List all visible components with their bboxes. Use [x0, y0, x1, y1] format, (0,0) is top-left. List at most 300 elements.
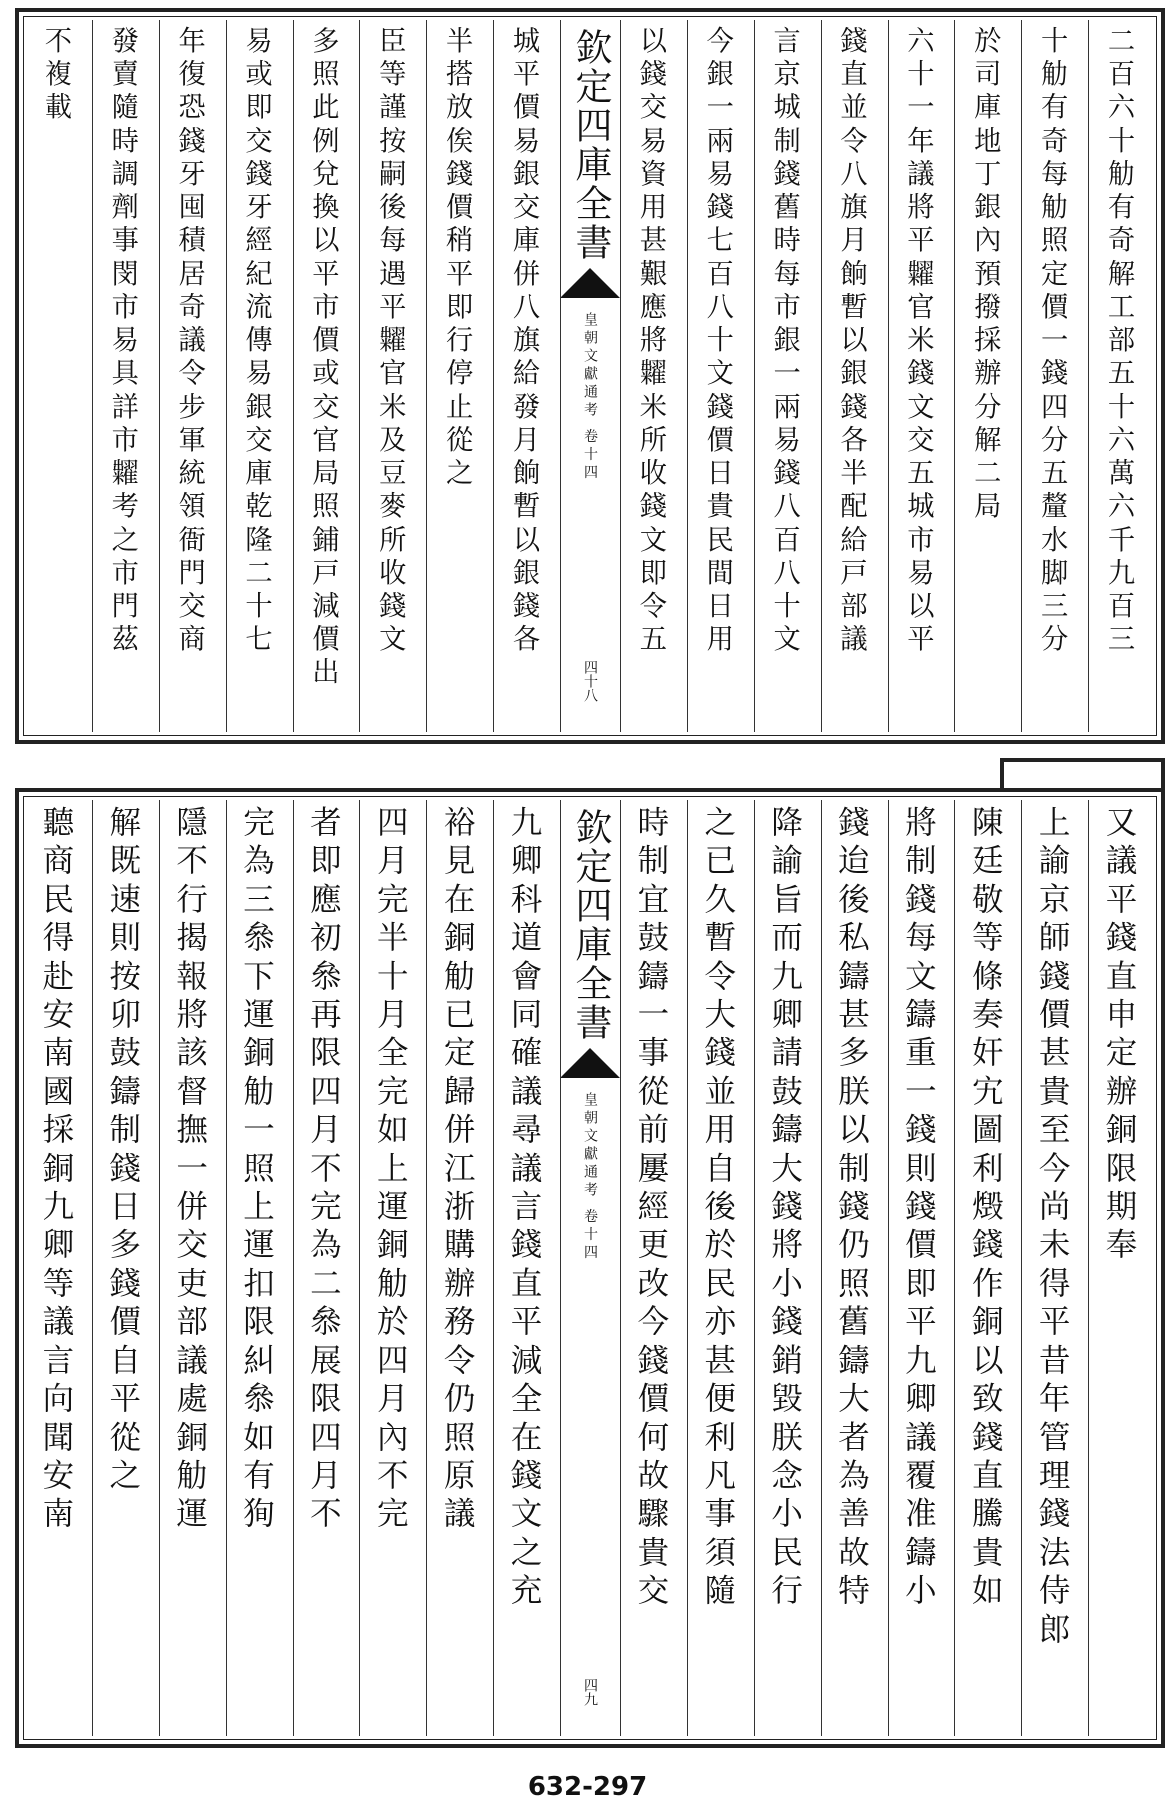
text-glyph: 多: [838, 1035, 870, 1072]
text-glyph: 七: [245, 624, 273, 656]
text-glyph: 分: [1041, 624, 1069, 656]
text-glyph: 併: [443, 1112, 476, 1149]
leaf-number: 四十八: [582, 660, 598, 702]
text-glyph: 制: [637, 843, 670, 880]
text-glyph: 戸: [840, 557, 868, 589]
text-glyph: 發: [111, 26, 139, 57]
text-glyph: 牙: [245, 192, 273, 224]
text-glyph: 小: [771, 1265, 803, 1302]
text-column: [620, 12, 687, 740]
text-glyph: 鑄: [637, 958, 670, 995]
text-glyph: 經: [637, 1189, 670, 1226]
column-rule: [359, 800, 360, 1736]
text-glyph: 議: [176, 1342, 208, 1379]
text-column: [426, 12, 493, 740]
text-glyph: 銀: [773, 325, 801, 357]
column-rule: [1021, 800, 1022, 1736]
text-glyph: 者: [838, 1419, 870, 1456]
text-glyph: 鑄: [109, 1073, 142, 1110]
text-glyph: 朕: [838, 1073, 870, 1110]
text-glyph: 改: [637, 1265, 670, 1302]
text-glyph: 議: [510, 1150, 543, 1187]
text-glyph: 糶: [639, 358, 668, 390]
text-glyph: 司: [974, 59, 1002, 91]
text-glyph: 錢: [840, 391, 868, 423]
text-glyph: 市: [773, 291, 801, 323]
text-glyph: 為: [838, 1457, 870, 1494]
text-glyph: 大: [838, 1381, 870, 1418]
text-glyph: 又: [1105, 805, 1138, 841]
text-glyph: 多: [312, 26, 340, 57]
text-glyph: 百: [1107, 59, 1136, 91]
text-glyph: 見: [443, 843, 476, 880]
text-glyph: 解: [1107, 258, 1136, 290]
text-glyph: 銅: [972, 1304, 1004, 1341]
text-glyph: 解: [109, 805, 142, 841]
text-glyph: 亦: [704, 1304, 737, 1341]
text-glyph: 平: [907, 225, 935, 257]
text-glyph: 奸: [972, 1035, 1004, 1072]
text-glyph: 八: [773, 557, 801, 589]
text-glyph: 有: [243, 1457, 275, 1494]
text-glyph: 言: [42, 1342, 75, 1379]
text-glyph: 五: [1107, 358, 1136, 390]
text-glyph: 四: [1041, 391, 1069, 423]
text-glyph: 向: [42, 1381, 75, 1418]
text-glyph: 貴: [972, 1534, 1004, 1571]
text-glyph: 申: [1105, 997, 1138, 1034]
text-glyph: 甚: [838, 997, 870, 1034]
column-rule: [954, 800, 955, 1736]
text-glyph: 議: [42, 1304, 75, 1341]
text-glyph: 給: [512, 358, 541, 390]
text-glyph: 具: [111, 358, 139, 390]
text-glyph: 已: [443, 997, 476, 1034]
text-glyph: 行: [446, 325, 474, 357]
text-glyph: 鑄: [905, 1534, 937, 1571]
text-glyph: 月: [377, 1381, 409, 1418]
text-glyph: 吏: [176, 1265, 208, 1302]
text-glyph: 而: [771, 920, 803, 957]
text-glyph: 將: [905, 805, 937, 841]
text-glyph: 令: [443, 1342, 476, 1379]
text-glyph: 完: [243, 805, 275, 841]
text-glyph: 麥: [379, 491, 407, 523]
text-glyph: 照: [243, 1150, 275, 1187]
text-glyph: 銀: [840, 358, 868, 390]
text-glyph: 於: [377, 1304, 409, 1341]
text-glyph: 工: [1107, 291, 1136, 323]
text-glyph: 糶: [111, 458, 139, 490]
text-glyph: 平: [510, 1304, 543, 1341]
text-glyph: 收: [639, 458, 668, 490]
text-glyph: 觔: [1041, 192, 1069, 224]
text-glyph: 價: [512, 92, 541, 124]
text-glyph: 至: [1038, 1112, 1071, 1149]
text-glyph: 督: [176, 1073, 208, 1110]
column-rule: [92, 800, 93, 1736]
text-column: [754, 792, 821, 1744]
text-glyph: 一: [1041, 325, 1069, 357]
text-glyph: 二: [1107, 26, 1136, 57]
text-glyph: 充: [510, 1573, 543, 1610]
text-glyph: 照: [443, 1419, 476, 1456]
text-glyph: 按: [379, 125, 407, 157]
text-glyph: 牙: [178, 158, 206, 190]
text-glyph: 錢: [972, 1227, 1004, 1264]
text-column: [754, 12, 821, 740]
text-glyph: 部: [840, 590, 868, 622]
text-glyph: 月: [377, 997, 409, 1034]
text-glyph: 文: [510, 1496, 543, 1533]
text-glyph: 凡: [704, 1457, 737, 1494]
text-glyph: 米: [639, 391, 668, 423]
text-glyph: 前: [637, 1112, 670, 1149]
text-glyph: 四: [310, 1419, 342, 1456]
text-glyph: 分: [974, 391, 1002, 423]
text-column: [821, 792, 888, 1744]
text-glyph: 釐: [1041, 491, 1069, 523]
text-glyph: 八: [512, 291, 541, 323]
text-glyph: 請: [771, 1035, 803, 1072]
text-glyph: 文: [905, 958, 937, 995]
center-fold-column: [560, 800, 620, 1736]
text-glyph: 易: [111, 325, 139, 357]
column-rule: [426, 20, 427, 732]
text-glyph: 半: [446, 26, 474, 57]
text-glyph: 錢: [109, 1265, 142, 1302]
text-glyph: 錢: [771, 1189, 803, 1226]
text-glyph: 今: [1038, 1150, 1071, 1187]
text-glyph: 止: [446, 391, 474, 423]
text-glyph: 初: [310, 920, 342, 957]
text-glyph: 例: [312, 125, 340, 157]
text-glyph: 銷: [771, 1342, 803, 1379]
text-glyph: 易: [639, 125, 668, 157]
text-column: [1021, 12, 1088, 740]
text-glyph: 文: [773, 624, 801, 656]
text-glyph: 交: [907, 424, 935, 456]
text-glyph: 錢: [840, 26, 868, 57]
text-glyph: 錢: [905, 1189, 937, 1226]
text-column: [1021, 792, 1088, 1744]
text-glyph: 照: [312, 59, 340, 91]
text-glyph: 門: [111, 590, 139, 622]
text-glyph: 軍: [178, 424, 206, 456]
text-glyph: 將: [771, 1227, 803, 1264]
text-glyph: 九: [510, 805, 543, 841]
text-glyph: 錢: [838, 1189, 870, 1226]
text-glyph: 百: [773, 524, 801, 556]
text-glyph: 應: [639, 291, 668, 323]
text-glyph: 各: [512, 624, 541, 656]
text-glyph: 部: [1107, 325, 1136, 357]
text-glyph: 在: [443, 881, 476, 918]
text-glyph: 即: [446, 291, 474, 323]
text-glyph: 聽: [42, 805, 75, 841]
text-glyph: 法: [1038, 1534, 1071, 1571]
text-glyph: 銅: [243, 1035, 275, 1072]
text-glyph: 奇: [1107, 225, 1136, 257]
text-glyph: 上: [377, 1150, 409, 1187]
text-glyph: 令: [178, 358, 206, 390]
text-glyph: 一: [706, 92, 734, 124]
text-glyph: 多: [109, 1227, 142, 1264]
text-glyph: 運: [377, 1189, 409, 1226]
text-glyph: 旗: [512, 325, 541, 357]
text-glyph: 仍: [838, 1227, 870, 1264]
text-glyph: 議: [178, 325, 206, 357]
text-glyph: 卿: [510, 843, 543, 880]
bottom-page-panel: [15, 788, 1165, 1748]
text-column: [1088, 792, 1155, 1744]
column-rule: [687, 800, 688, 1736]
text-glyph: 年: [907, 125, 935, 157]
text-glyph: 謹: [379, 92, 407, 124]
text-glyph: 隆: [245, 524, 273, 556]
text-glyph: 二: [974, 458, 1002, 490]
column-rule: [1088, 20, 1089, 732]
text-glyph: 國: [42, 1073, 75, 1110]
text-glyph: 鋪: [312, 524, 340, 556]
text-glyph: 貴: [1038, 1073, 1071, 1110]
text-glyph: 會: [510, 958, 543, 995]
text-glyph: 在: [510, 1419, 543, 1456]
text-glyph: 限: [310, 1035, 342, 1072]
text-glyph: 故: [637, 1457, 670, 1494]
text-glyph: 易: [245, 26, 273, 57]
text-glyph: 易: [907, 557, 935, 589]
text-glyph: 安: [42, 1457, 75, 1494]
text-column: [687, 792, 754, 1744]
text-glyph: 令: [704, 958, 737, 995]
text-glyph: 九: [1107, 557, 1136, 589]
text-glyph: 不: [310, 1496, 342, 1533]
text-glyph: 觔: [443, 958, 476, 995]
text-glyph: 一: [243, 1112, 275, 1149]
text-glyph: 局: [974, 491, 1002, 523]
text-glyph: 行: [176, 881, 208, 918]
text-glyph: 時: [773, 225, 801, 257]
text-glyph: 速: [109, 881, 142, 918]
text-glyph: 年: [1038, 1381, 1071, 1418]
text-glyph: 鑄: [905, 997, 937, 1034]
text-glyph: 十: [1041, 26, 1069, 57]
text-glyph: 將: [639, 325, 668, 357]
text-glyph: 所: [639, 424, 668, 456]
text-glyph: 同: [510, 997, 543, 1034]
text-glyph: 月: [840, 225, 868, 257]
text-glyph: 於: [974, 26, 1002, 57]
column-rule: [493, 20, 494, 732]
text-glyph: 等: [42, 1265, 75, 1302]
text-glyph: 乾: [245, 491, 273, 523]
text-glyph: 內: [974, 225, 1002, 257]
text-glyph: 即: [639, 557, 668, 589]
text-glyph: 鑄: [771, 1112, 803, 1149]
text-column: [159, 12, 226, 740]
text-glyph: 舊: [838, 1304, 870, 1341]
text-glyph: 易: [245, 358, 273, 390]
column-rule: [159, 20, 160, 732]
text-glyph: 資: [639, 158, 668, 190]
text-glyph: 之: [111, 524, 139, 556]
text-glyph: 錢: [706, 192, 734, 224]
text-glyph: 狥: [243, 1496, 275, 1533]
text-glyph: 直: [1105, 958, 1138, 995]
text-glyph: 糶: [379, 325, 407, 357]
text-glyph: 揭: [176, 920, 208, 957]
text-glyph: 易: [706, 158, 734, 190]
text-glyph: 價: [706, 424, 734, 456]
leaf-number: 四九: [582, 1678, 598, 1706]
text-glyph: 併: [512, 258, 541, 290]
text-glyph: 文: [907, 391, 935, 423]
text-glyph: 准: [905, 1496, 937, 1533]
text-glyph: 一: [773, 358, 801, 390]
text-glyph: 價: [312, 325, 340, 357]
column-rule: [293, 800, 294, 1736]
text-glyph: 暫: [704, 920, 737, 957]
text-glyph: 辦: [1105, 1073, 1138, 1110]
column-rule: [888, 800, 889, 1736]
text-glyph: 務: [443, 1304, 476, 1341]
text-glyph: 今: [637, 1304, 670, 1341]
text-glyph: 卿: [905, 1381, 937, 1418]
text-glyph: 從: [446, 424, 474, 456]
text-glyph: 錢: [706, 391, 734, 423]
text-glyph: 已: [704, 843, 737, 880]
text-glyph: 錢: [704, 1035, 737, 1072]
text-glyph: 甚: [1038, 1035, 1071, 1072]
text-glyph: 卯: [109, 997, 142, 1034]
text-glyph: 照: [312, 491, 340, 523]
text-glyph: 以: [972, 1342, 1004, 1379]
text-glyph: 錢: [510, 1457, 543, 1494]
text-glyph: 茲: [111, 624, 139, 656]
text-glyph: 居: [178, 258, 206, 290]
text-glyph: 暫: [840, 291, 868, 323]
text-glyph: 民: [704, 1265, 737, 1302]
text-glyph: 兌: [312, 158, 340, 190]
text-glyph: 經: [245, 225, 273, 257]
text-glyph: 不: [310, 1150, 342, 1187]
text-glyph: 鼓: [637, 920, 670, 957]
text-glyph: 時: [111, 125, 139, 157]
text-glyph: 採: [974, 325, 1002, 357]
text-glyph: 銀: [974, 192, 1002, 224]
text-glyph: 完: [377, 1073, 409, 1110]
text-glyph: 給: [840, 524, 868, 556]
text-glyph: 放: [446, 92, 474, 124]
text-glyph: 鑄: [838, 1342, 870, 1379]
text-glyph: 五: [639, 624, 668, 656]
text-glyph: 完: [310, 1189, 342, 1226]
text-glyph: 後: [379, 192, 407, 224]
text-glyph: 閔: [111, 258, 139, 290]
text-glyph: 將: [176, 997, 208, 1034]
text-glyph: 令: [639, 590, 668, 622]
text-glyph: 半: [377, 920, 409, 957]
text-glyph: 於: [704, 1227, 737, 1264]
text-column: [888, 792, 955, 1744]
text-glyph: 如: [972, 1573, 1004, 1610]
text-glyph: 四: [310, 1073, 342, 1110]
text-glyph: 預: [974, 258, 1002, 290]
text-glyph: 須: [704, 1534, 737, 1571]
text-glyph: 價: [637, 1381, 670, 1418]
text-glyph: 赴: [42, 958, 75, 995]
text-glyph: 流: [245, 291, 273, 323]
column-rule: [754, 800, 755, 1736]
text-column: [888, 12, 955, 740]
text-glyph: 民: [771, 1534, 803, 1571]
text-glyph: 或: [245, 59, 273, 91]
column-rule: [1088, 800, 1089, 1736]
text-glyph: 再: [310, 997, 342, 1034]
text-glyph: 言: [773, 26, 801, 57]
text-glyph: 庫: [245, 458, 273, 490]
text-glyph: 燬: [972, 1189, 1004, 1226]
text-glyph: 得: [1038, 1265, 1071, 1302]
text-glyph: 致: [972, 1381, 1004, 1418]
text-glyph: 官: [907, 291, 935, 323]
text-glyph: 錢: [637, 1342, 670, 1379]
text-glyph: 民: [706, 524, 734, 556]
text-glyph: 撫: [176, 1112, 208, 1149]
text-glyph: 脚: [1041, 557, 1069, 589]
text-glyph: 艱: [639, 258, 668, 290]
text-glyph: 紀: [245, 258, 273, 290]
text-glyph: 十: [1107, 125, 1136, 157]
text-glyph: 便: [704, 1381, 737, 1418]
text-glyph: 城: [907, 491, 935, 523]
text-glyph: 交: [176, 1227, 208, 1264]
text-glyph: 既: [109, 843, 142, 880]
text-glyph: 期: [1105, 1189, 1138, 1226]
text-glyph: 價: [1041, 291, 1069, 323]
text-glyph: 則: [109, 920, 142, 957]
text-glyph: 五: [907, 458, 935, 490]
text-glyph: 用: [706, 624, 734, 656]
column-rule: [159, 800, 160, 1736]
column-rule: [821, 800, 822, 1736]
text-glyph: 六: [907, 26, 935, 57]
text-glyph: 平: [109, 1381, 142, 1418]
text-glyph: 限: [310, 1381, 342, 1418]
text-glyph: 卿: [42, 1227, 75, 1264]
text-glyph: 行: [771, 1573, 803, 1610]
text-glyph: 即: [310, 843, 342, 880]
text-glyph: 騰: [972, 1496, 1004, 1533]
text-glyph: 日: [706, 458, 734, 490]
text-glyph: 以: [639, 26, 668, 57]
text-glyph: 善: [838, 1496, 870, 1533]
text-glyph: 旨: [771, 881, 803, 918]
text-glyph: 平: [312, 258, 340, 290]
text-glyph: 之: [109, 1457, 142, 1494]
text-glyph: 錢: [838, 805, 870, 841]
text-glyph: 遇: [379, 258, 407, 290]
text-glyph: 條: [972, 958, 1004, 995]
text-glyph: 搭: [446, 59, 474, 91]
text-column: [159, 792, 226, 1744]
text-glyph: 水: [1041, 524, 1069, 556]
text-column: [359, 12, 426, 740]
text-glyph: 言: [510, 1189, 543, 1226]
text-glyph: 購: [443, 1227, 476, 1264]
text-glyph: 月: [310, 1457, 342, 1494]
